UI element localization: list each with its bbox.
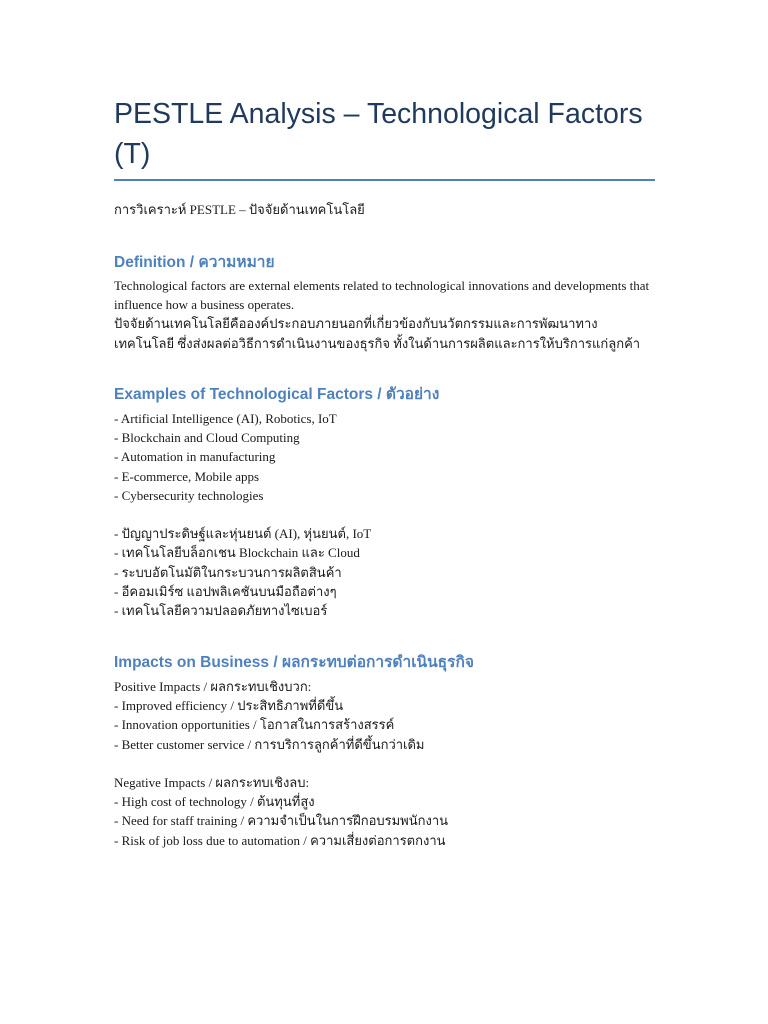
list-spacer [114, 754, 654, 773]
examples-section [114, 409, 654, 620]
list-item: - Improved efficiency / ประสิทธิภาพที่ดีขึ้น [114, 698, 344, 714]
list-item: - ปัญญาประดิษฐ์และหุ่นยนต์ (AI), หุ่นยนต์, IoT [114, 526, 372, 542]
list-item: - E-commerce, Mobile apps [114, 468, 260, 484]
positive-impacts-label: Positive Impacts / ผลกระทบเชิงบวก: [114, 679, 312, 694]
definition-paragraph-en: Technological factors are external elements related to technological innovations and developments that influence how a business operates. [114, 278, 650, 313]
negative-impacts-label: Negative Impacts / ผลกระทบเชิงลบ: [114, 775, 310, 790]
impacts-section [114, 677, 654, 850]
list-item: - เทคโนโลยีความปลอดภัยทางไซเบอร์ [114, 603, 328, 619]
list-item: - อีคอมเมิร์ซ แอปพลิเคชันบนมือถือต่างๆ [114, 583, 337, 599]
list-item: - Cybersecurity technologies [114, 487, 264, 503]
list-item: - High cost of technology / ต้นทุนที่สูง [114, 794, 315, 810]
definition-paragraph-th: ปัจจัยด้านเทคโนโลยีคือองค์ประกอบภายนอกที่เกี่ยวข้องกับนวัตกรรมและการพัฒนาทางเทคโนโลยี ซึ่งส่งผลต่อวิธีการดำเนินงานของธุรกิจ ทั้งในด้านการผลิตและการให้บริการแก่ลูกค้า [114, 316, 641, 351]
list-spacer [114, 505, 654, 524]
list-item: - Automation in manufacturing [114, 449, 276, 465]
list-item: - Need for staff training / ความจำเป็นในการฝึกอบรมพนักงาน [114, 813, 449, 829]
list-item: - ระบบอัตโนมัติในกระบวนการผลิตสินค้า [114, 564, 342, 580]
definition-heading: Definition / ความหมาย [114, 254, 275, 271]
definition-section [114, 276, 654, 353]
document-subtitle: การวิเคราะห์ PESTLE – ปัจจัยด้านเทคโนโลยี [114, 202, 365, 217]
examples-heading: Examples of Technological Factors / ตัวอย่าง [114, 386, 440, 403]
list-item: - Blockchain and Cloud Computing [114, 430, 300, 446]
title-underline [114, 179, 655, 181]
list-item: - เทคโนโลยีบล็อกเชน Blockchain และ Cloud [114, 545, 360, 561]
impacts-heading: Impacts on Business / ผลกระทบต่อการดำเนินธุรกิจ [114, 654, 474, 671]
list-item: - Artificial Intelligence (AI), Robotics, IoT [114, 411, 337, 426]
list-item: - Risk of job loss due to automation / ความเสี่ยงต่อการตกงาน [114, 832, 446, 848]
list-item: - Better customer service / การบริการลูกค้าที่ดีขึ้นกว่าเดิม [114, 736, 425, 752]
document-title: PESTLE Analysis – Technological Factors (T) [114, 98, 643, 170]
list-item: - Innovation opportunities / โอกาสในการสร้างสรรค์ [114, 717, 395, 733]
